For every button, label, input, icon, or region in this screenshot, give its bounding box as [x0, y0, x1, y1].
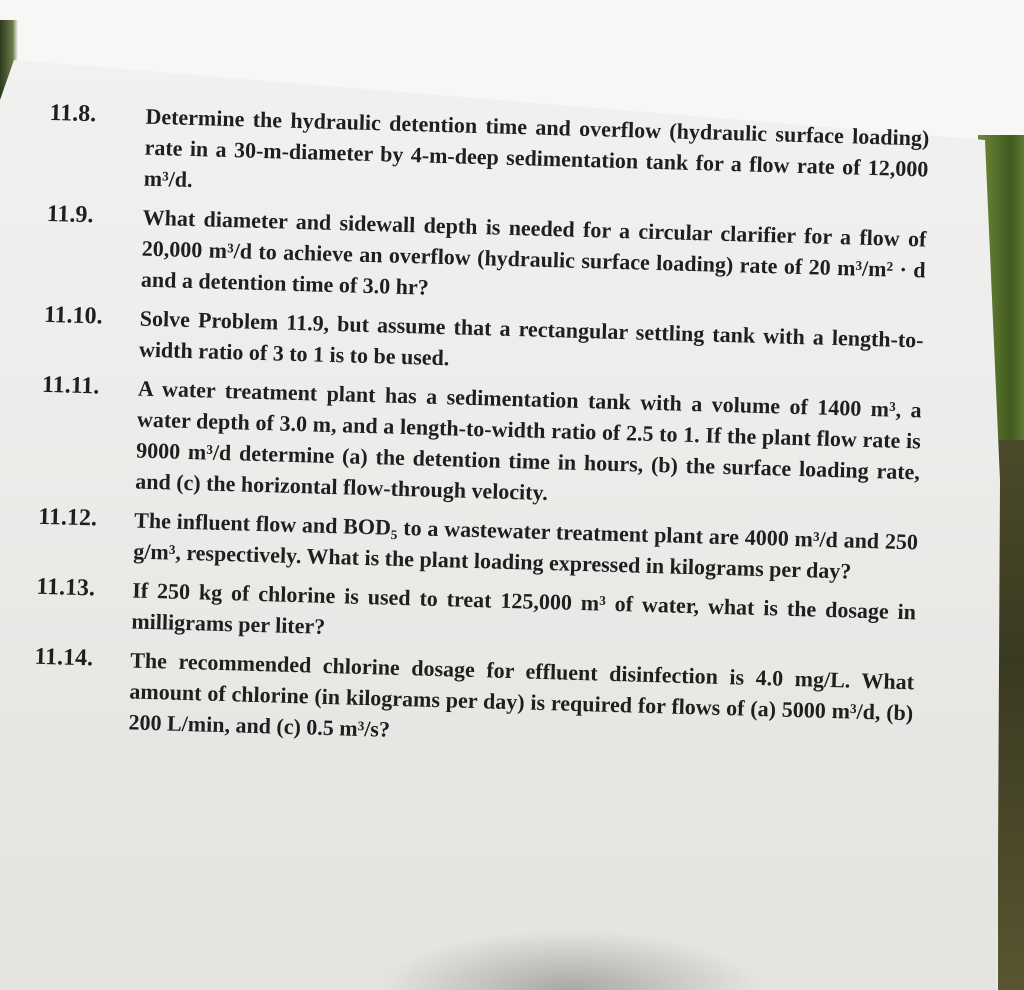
- problem-number: 11.9.: [46, 200, 94, 229]
- problem-number: 11.8.: [49, 99, 97, 128]
- problem-text: The recommended chlorine dosage for effluent disinfection is 4.0 mg/L. What amount of chlorine (in kilograms per day) is required for flows of (a) 5000 m³/d, (b) 200 L/min, and (c) 0.5 m³/s?: [128, 647, 915, 742]
- problem-text: Solve Problem 11.9, but assume that a rectangular settling tank with a length-to-width ratio of 3 to 1 is to be used.: [138, 305, 924, 371]
- problem-number: 11.10.: [43, 301, 103, 330]
- problem-list: [32, 98, 930, 767]
- problem-11-9: [45, 199, 927, 317]
- problem-text: If 250 kg of chlorine is used to treat 125,000 m³ of water, what is the dosage in milligrams per liter?: [131, 577, 917, 639]
- problem-number: 11.14.: [34, 643, 94, 672]
- problem-number: 11.13.: [35, 573, 96, 602]
- paper-shadow: [380, 930, 760, 990]
- problem-text: Determine the hydraulic detention time and overflow (hydraulic surface loading) rate in a 30-m-diameter by 4-m-deep sedimentation tank for a flow rate of 12,000 m³/d.: [143, 103, 930, 193]
- problem-number: 11.11.: [41, 371, 100, 400]
- problem-text: What diameter and sidewall depth is needed for a circular clarifier for a flow of 20,000 m³/d to achieve an overflow (hydraulic surface loading) rate of 20 m³/m² · d and a detention time of 3.0 hr?: [140, 204, 927, 300]
- problem-text: The influent flow and BOD₅ to a wastewater treatment plant are 4000 m³/d and 250 g/m³, respectively. What is the plant loading expressed in kilograms per day?: [133, 507, 919, 584]
- problem-11-14: [32, 642, 914, 760]
- problem-text: A water treatment plant has a sedimentation tank with a volume of 1400 m³, a water depth of 3.0 m, and a length-to-width ratio of 2.5 to 1. If the plant flow rate is 9000 m³/d determine (a) the detention time in hours, (b) the surface loading rate, and (c) the horizontal flow-through velocity.: [134, 375, 922, 506]
- ground-background: [998, 440, 1024, 990]
- problem-number: 11.12.: [37, 503, 98, 532]
- problem-11-11: [39, 370, 922, 519]
